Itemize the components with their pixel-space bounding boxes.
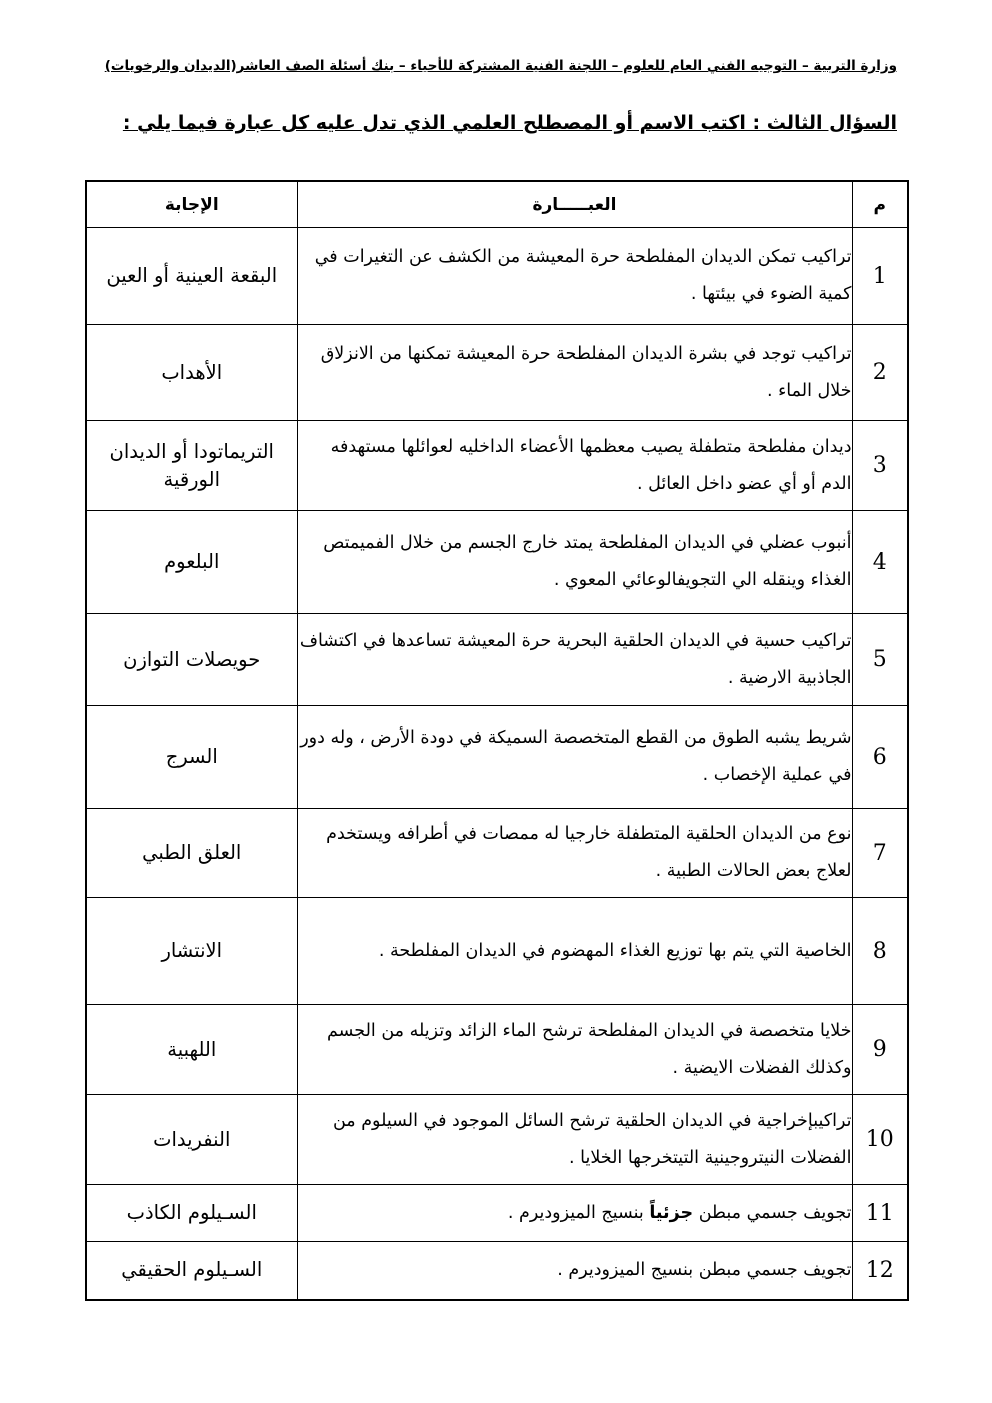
row-statement: خلايا متخصصة في الديدان المفلطحة ترشح الماء الزائد وتزيله من الجسم وكذلك الفضلات الايضية .: [297, 1005, 852, 1095]
row-number: 12: [852, 1242, 908, 1300]
row-statement: نوع من الديدان الحلقية المتطفلة خارجيا له ممصات في أطرافه ويستخدم لعلاج بعض الحالات الطبية .: [297, 809, 852, 898]
row-number: 5: [852, 614, 908, 706]
table-row: [86, 228, 908, 325]
row-statement: أنبوب عضلي في الديدان المفلطحة يمتد خارج الجسم من خلال الفميمتص الغذاء وينقله الي التجويفالوعائي المعوي .: [297, 511, 852, 614]
table-row: [86, 1242, 908, 1300]
row-statement: تراكيب تمكن الديدان المفلطحة حرة المعيشة من الكشف عن التغيرات في كمية الضوء في بيئتها .: [297, 228, 852, 325]
table-row: [86, 706, 908, 809]
row-statement: [297, 1185, 852, 1242]
row-number: 2: [852, 325, 908, 421]
row-answer: النفريدات: [86, 1095, 297, 1185]
row-answer: البقعة العينية أو العين: [86, 228, 297, 325]
row-answer: العلق الطبي: [86, 809, 297, 898]
table-row: [86, 1185, 908, 1242]
row-number: 11: [852, 1185, 908, 1242]
row-number: 10: [852, 1095, 908, 1185]
table-row: [86, 511, 908, 614]
row-answer: حويصلات التوازن: [86, 614, 297, 706]
row-answer: الانتشار: [86, 898, 297, 1005]
row-statement: شريط يشبه الطوق من القطع المتخصصة السميكة في دودة الأرض ، وله دور في عملية الإخصاب .: [297, 706, 852, 809]
row-answer: اللهبية: [86, 1005, 297, 1095]
answers-table: [85, 180, 909, 1301]
statement-part: تجويف جسمي مبطن: [693, 1202, 852, 1223]
header-statement: العبـــــارة: [297, 181, 852, 228]
table-row: [86, 1095, 908, 1185]
table-row: [86, 421, 908, 511]
row-statement: تراكيب توجد في بشرة الديدان المفلطحة حرة المعيشة تمكنها من الانزلاق خلال الماء .: [297, 325, 852, 421]
row-answer: الأهداب: [86, 325, 297, 421]
row-number: 9: [852, 1005, 908, 1095]
row-statement: تجويف جسمي مبطن بنسيج الميزوديرم .: [297, 1242, 852, 1300]
statement-emphasis: جزئياً: [649, 1202, 694, 1223]
table-row: [86, 809, 908, 898]
row-number: 1: [852, 228, 908, 325]
table-row: [86, 1005, 908, 1095]
ministry-header: وزارة التربية – التوجيه الفني العام للعلوم – اللجنة الفنية المشتركة للأحياء – بنك أسئلة الصف العاشر(الديدان والرخويات): [104, 58, 897, 74]
row-statement: ديدان مفلطحة متطفلة يصيب معظمها الأعضاء الداخليه لعوائلها مستهدفه الدم أو أي عضو داخل العائل .: [297, 421, 852, 511]
row-number: 6: [852, 706, 908, 809]
row-number: 7: [852, 809, 908, 898]
row-number: 8: [852, 898, 908, 1005]
row-number: 4: [852, 511, 908, 614]
row-answer: السرج: [86, 706, 297, 809]
statement-part: بنسيج الميزوديرم .: [507, 1202, 650, 1223]
row-statement: تراكيبإخراجية في الديدان الحلقية ترشح السائل الموجود في السيلوم من الفضلات النيتروجينية التيتخرجها الخلايا .: [297, 1095, 852, 1185]
table-row: [86, 325, 908, 421]
row-answer: السـيلوم الكاذب: [86, 1185, 297, 1242]
table-header-row: [86, 181, 908, 228]
row-answer: التريماتودا أو الديدان الورقية: [86, 421, 297, 511]
row-number: 3: [852, 421, 908, 511]
header-number: م: [852, 181, 908, 228]
row-statement: الخاصية التي يتم بها توزيع الغذاء المهضوم في الديدان المفلطحة .: [297, 898, 852, 1005]
table-row: [86, 898, 908, 1005]
header-answer: الإجابة: [86, 181, 297, 228]
row-answer: السـيلوم الحقيقي: [86, 1242, 297, 1300]
row-answer: البلعوم: [86, 511, 297, 614]
table-row: [86, 614, 908, 706]
question-title: السؤال الثالث : اكتب الاسم أو المصطلح العلمي الذي تدل عليه كل عبارة فيما يلي :: [122, 112, 897, 134]
row-statement: تراكيب حسية في الديدان الحلقية البحرية حرة المعيشة تساعدها في اكتشاف الجاذبية الارضية .: [297, 614, 852, 706]
